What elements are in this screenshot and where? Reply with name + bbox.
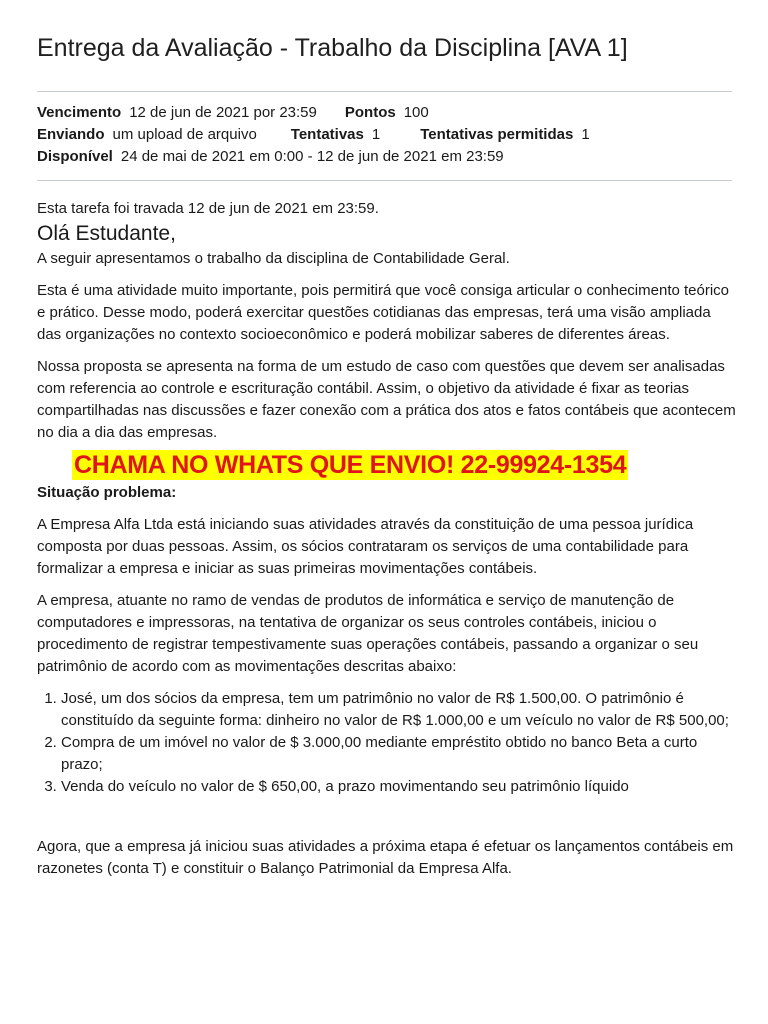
movements-list bbox=[37, 688, 737, 798]
tentativas-permitidas-label: Tentativas permitidas bbox=[420, 126, 574, 143]
list-item: 2. Compra de um imóvel no valor de $ 3.000,00 mediante empréstito obtido no banco Beta a curto prazo; bbox=[61, 732, 737, 776]
situacao-heading: Situação problema: bbox=[37, 484, 177, 501]
pontos-label: Pontos bbox=[344, 104, 396, 121]
list-item: 1. José, um dos sócios da empresa, tem um patrimônio no valor de R$ 1.500,00. O patrimônio é constituído da seguinte forma: dinheiro no valor de R$ 1.000,00 e um veículo no valor de R$ 500,00; bbox=[61, 688, 737, 732]
tentativas-label: Tentativas bbox=[290, 126, 364, 143]
situacao-paragraph-2: A empresa, atuante no ramo de vendas de produtos de informática e serviço de manutenção de computadores e impressoras, na tentativa de organizar os seus controles contábeis, iniciou o procedimento de registrar tempestivamente suas operações contábeis, passando a organizar o seu patrimônio de acordo com as movimentações descritas abaixo: bbox=[37, 592, 699, 675]
divider-top bbox=[37, 91, 732, 92]
locked-notice: Esta tarefa foi travada 12 de jun de 2021 em 23:59. bbox=[37, 200, 379, 217]
page-title: Entrega da Avaliação - Trabalho da Disciplina [AVA 1] bbox=[37, 34, 628, 62]
greeting: Olá Estudante, bbox=[37, 222, 176, 245]
meta-row-submission bbox=[37, 125, 590, 145]
promo-banner bbox=[72, 450, 737, 480]
enviando-label: Enviando bbox=[37, 126, 105, 143]
paragraph-proposal: Nossa proposta se apresenta na forma de um estudo de caso com questões que devem ser analisadas com referencia ao controle e escrituração contábil. Assim, o objetivo da atividade é fixar as teorias compartilhadas nas discussões e fazer conexão com a prática dos atos e fatos contábeis que acontecem no dia a dia das empresas. bbox=[37, 358, 736, 441]
divider-bottom bbox=[37, 180, 732, 181]
paragraph-importance: Esta é uma atividade muito importante, pois permitirá que você consiga articular o conhecimento teórico e prático. Desse modo, poderá exercitar questões cotidianas das empresas, terá uma visão ampliada das organizações no contexto socioeconômico e poderá mobilizar saberes de diferentes áreas. bbox=[37, 282, 730, 343]
pontos-value: 100 bbox=[403, 104, 429, 121]
meta-row-available bbox=[37, 147, 504, 167]
promo-text: CHAMA NO WHATS QUE ENVIO! 22-99924-1354 bbox=[74, 451, 627, 479]
situacao-paragraph-1: A Empresa Alfa Ltda está iniciando suas atividades através da constituição de uma pessoa jurídica composta por duas pessoas. Assim, os sócios contrataram os serviços de uma contabilidade para formalizar a empresa e iniciar as suas primeiras movimentações contábeis. bbox=[37, 516, 694, 577]
enviando-value: um upload de arquivo bbox=[112, 126, 257, 143]
vencimento-value: 12 de jun de 2021 por 23:59 bbox=[129, 104, 317, 121]
meta-row-due bbox=[37, 103, 429, 123]
vencimento-label: Vencimento bbox=[37, 104, 122, 121]
disponivel-label: Disponível bbox=[37, 148, 113, 165]
final-paragraph: Agora, que a empresa já iniciou suas atividades a próxima etapa é efetuar os lançamentos contábeis em razonetes (conta T) e constituir o Balanço Patrimonial da Empresa Alfa. bbox=[37, 838, 734, 877]
list-item: 3. Venda do veículo no valor de $ 650,00, a prazo movimentando seu patrimônio líquido bbox=[61, 776, 737, 798]
assignment-description bbox=[37, 198, 737, 880]
tentativas-value: 1 bbox=[371, 126, 381, 143]
intro-paragraph: A seguir apresentamos o trabalho da disciplina de Contabilidade Geral. bbox=[37, 250, 510, 267]
tentativas-permitidas-value: 1 bbox=[581, 126, 590, 143]
disponivel-value: 24 de mai de 2021 em 0:00 - 12 de jun de 2021 em 23:59 bbox=[120, 148, 504, 165]
